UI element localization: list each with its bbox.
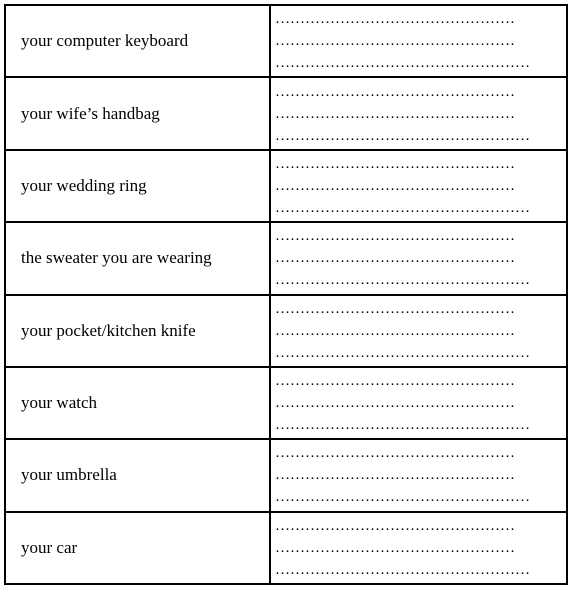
- item-label: your car: [5, 512, 270, 584]
- dotted-answer-line: ……………………………………………: [275, 127, 530, 144]
- worksheet-rows: [5, 5, 567, 584]
- item-label: your computer keyboard: [5, 5, 270, 77]
- dotted-answer-line: ……………………………………………: [275, 561, 530, 578]
- dotted-answer-line: …………………………………………: [275, 228, 515, 245]
- answer-area: [270, 222, 567, 294]
- worksheet-table: [4, 4, 568, 585]
- dotted-answer-line: …………………………………………: [275, 300, 515, 317]
- table-row: [5, 367, 567, 439]
- dotted-answer-line: …………………………………………: [275, 467, 515, 484]
- table-row: [5, 222, 567, 294]
- dotted-answer-line: …………………………………………: [275, 11, 515, 28]
- answer-area: [270, 150, 567, 222]
- table-row: [5, 439, 567, 511]
- answer-area: [270, 367, 567, 439]
- item-label: your wife’s handbag: [5, 77, 270, 149]
- dotted-answer-line: …………………………………………: [275, 33, 515, 50]
- dotted-answer-line: ……………………………………………: [275, 344, 530, 361]
- dotted-answer-line: ……………………………………………: [275, 199, 530, 216]
- item-label: your pocket/kitchen knife: [5, 295, 270, 367]
- answer-area: [270, 439, 567, 511]
- dotted-answer-line: …………………………………………: [275, 177, 515, 194]
- dotted-answer-line: …………………………………………: [275, 373, 515, 390]
- item-label: your wedding ring: [5, 150, 270, 222]
- dotted-answer-line: …………………………………………: [275, 322, 515, 339]
- item-label: your umbrella: [5, 439, 270, 511]
- dotted-answer-line: …………………………………………: [275, 155, 515, 172]
- item-label: your watch: [5, 367, 270, 439]
- dotted-answer-line: …………………………………………: [275, 445, 515, 462]
- dotted-answer-line: …………………………………………: [275, 539, 515, 556]
- answer-area: [270, 77, 567, 149]
- dotted-answer-line: …………………………………………: [275, 83, 515, 100]
- table-row: [5, 77, 567, 149]
- answer-area: [270, 295, 567, 367]
- table-row: [5, 295, 567, 367]
- answer-area: [270, 5, 567, 77]
- dotted-answer-line: …………………………………………: [275, 105, 515, 122]
- dotted-answer-line: …………………………………………: [275, 250, 515, 267]
- dotted-answer-line: ……………………………………………: [275, 489, 530, 506]
- dotted-answer-line: …………………………………………: [275, 395, 515, 412]
- dotted-answer-line: ……………………………………………: [275, 272, 530, 289]
- dotted-answer-line: ……………………………………………: [275, 55, 530, 72]
- table-row: [5, 5, 567, 77]
- table-row: [5, 150, 567, 222]
- table-row: [5, 512, 567, 584]
- answer-area: [270, 512, 567, 584]
- item-label: the sweater you are wearing: [5, 222, 270, 294]
- dotted-answer-line: ……………………………………………: [275, 417, 530, 434]
- dotted-answer-line: …………………………………………: [275, 517, 515, 534]
